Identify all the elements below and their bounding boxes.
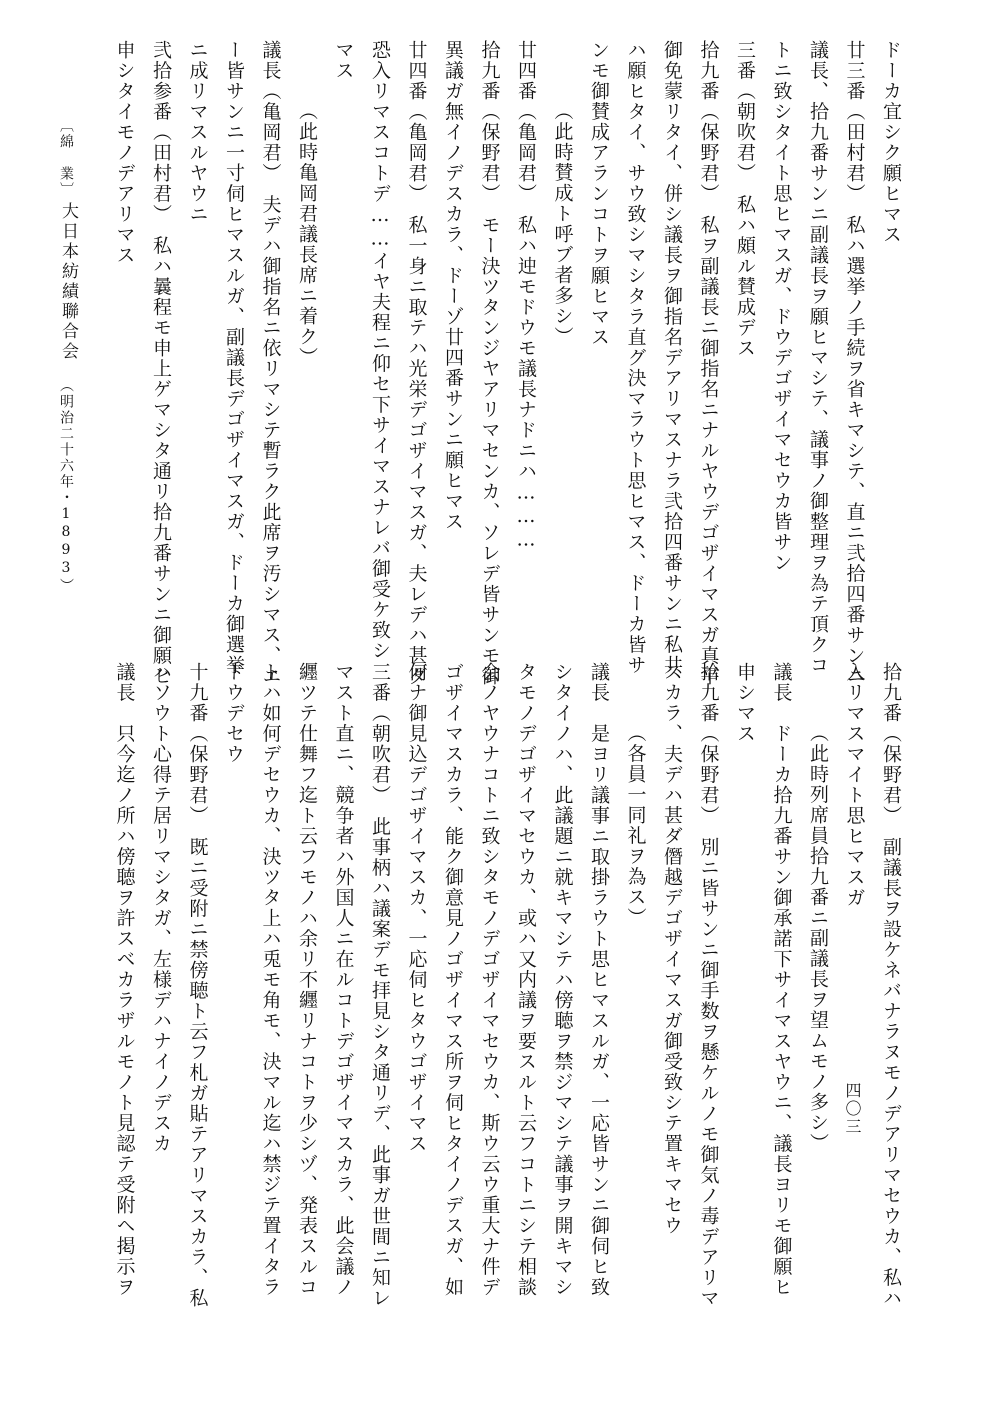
text-line: 議長 只今迄ノ所ハ傍聴ヲ許スベカラザルモノト見認テ受附ヘ掲示ヲ: [113, 662, 136, 1298]
footer-date-note: （明治二十六年・1893）: [58, 378, 74, 594]
text-line: ハ願ヒタイ、サウ致シマシタラ直グ決マラウト思ヒマス、ドーカ皆サ: [624, 40, 647, 676]
text-line: （各員一同礼ヲ為ス）: [624, 722, 647, 928]
text-line: 十九番（保野君） 既ニ受附ニ禁傍聴ト云フ札ガ貼テアリマスカラ、私: [186, 662, 209, 1309]
text-line: 議長（亀岡君） 夫デハ御指名ニ依リマシテ暫ラク此席ヲ汚シマス、エ: [259, 40, 282, 687]
text-line: ハソウト心得テ居リマシタガ、左様デハナイノデスカ: [150, 662, 172, 1154]
text-line: トニ致シタイト思ヒマスガ、ドウデゴザイマセウカ皆サン: [770, 40, 793, 573]
bottom-text-block: [106, 662, 909, 1309]
text-line: トハ如何デセウカ、決ツタ上ハ兎モ角モ、決マル迄ハ禁ジテ置イタラ: [259, 662, 282, 1298]
top-text-block: [106, 40, 909, 687]
text-line: マスト直ニ、競争者ハ外国人ニ在ルコトデゴザイマスカラ、此会議ノ: [332, 662, 355, 1298]
text-line: ニ成リマスルヤウニ: [186, 40, 209, 225]
footer-category: 〔綿 業〕: [58, 118, 74, 198]
text-line: 異議ガ無イノデスカラ、ドーゾ廿四番サンニ願ヒマス: [442, 40, 464, 532]
text-line: 議長、拾九番サンニ副議長ヲ願ヒマシテ、議事ノ御整理ヲ為テ頂クコ: [807, 40, 829, 676]
text-line: 入リマスマイト思ヒマスガ: [843, 662, 866, 908]
text-line: 拾九番（保野君） モー決ツタンジヤアリマセンカ、ソレデ皆サンモ御: [478, 40, 501, 687]
text-line: （此時賛成ト呼ブ者多シ）: [551, 100, 574, 347]
text-line: マス: [332, 40, 355, 81]
text-line: 廿四番（亀岡君） 私ハ迚モドウモ議長ナドニハ………: [515, 40, 537, 552]
text-line: （此時亀岡君議長席ニ着ク）: [296, 100, 318, 368]
text-line: 議長 是ヨリ議事ニ取掛ラウト思ヒマスルガ、一応皆サンニ御伺ヒ致: [588, 662, 610, 1298]
text-line: 纒ツテ仕舞フ迄ト云フモノハ余リ不纒リナコトヲ少シヅ、発表スルコ: [296, 662, 318, 1298]
footer-book-title: 大日本紡績聯合会: [58, 202, 78, 362]
text-line: 申シマス: [734, 662, 756, 744]
text-line: 拾九番（保野君） 別ニ皆サンニ御手数ヲ懸ケルノモ御気ノ毒デアリマ: [697, 662, 720, 1309]
text-line: スカラ、夫デハ甚ダ僭越デゴザイマスガ御受致シテ置キマセウ: [661, 662, 683, 1236]
text-line: 何ナ御見込デゴザイマスカ、一応伺ヒタウゴザイマス: [405, 662, 428, 1154]
text-line: ドーカ宜シク願ヒマス: [880, 40, 902, 245]
text-line: 議長 ドーカ拾九番サン御承諾下サイマスヤウニ、議長ヨリモ御願ヒ: [770, 662, 793, 1298]
text-line: 廿三番（田村君） 私ハ選挙ノ手続ヲ省キマシテ、直ニ弐拾四番サンニ: [843, 40, 866, 687]
text-line: 弐拾参番（田村君） 私ハ曩程モ申上ゲマシタ通リ拾九番サンニ御願ヒ: [150, 40, 172, 687]
page-number: 四〇三: [843, 1082, 862, 1136]
text-line: ンモ御賛成アランコトヲ願ヒマス: [588, 40, 610, 348]
text-line: ドウデセウ: [223, 662, 245, 765]
text-line: シタイノハ、此議題ニ就キマシテハ傍聴ヲ禁ジマシテ議事ヲ開キマシ: [551, 662, 574, 1298]
text-line: タモノデゴザイマセウカ、或ハ又内議ヲ要スルト云フコトニシテ相談: [515, 662, 537, 1298]
text-line: （此時列席員拾九番ニ副議長ヲ望ムモノ多シ）: [807, 722, 829, 1154]
text-line: 申シタイモノデアリマス: [113, 40, 136, 266]
text-line: 拾九番（保野君） 私ヲ副議長ニ御指名ニナルヤウデゴザイマスガ真平: [697, 40, 720, 687]
text-line: 三番（朝吹君） 此事柄ハ議案デモ拝見シタ通リデ、此事ガ世間ニ知レ: [369, 662, 391, 1309]
text-line: 廿四番（亀岡君） 私一身ニ取テハ光栄デゴザイマスガ、夫レデハ甚ダ: [405, 40, 428, 687]
text-line: 三番（朝吹君） 私ハ頗ル賛成デス: [734, 40, 756, 359]
text-line: 拾九番（保野君） 副議長ヲ設ケネバナラヌモノデアリマセウカ、私ハ: [880, 662, 902, 1309]
text-line: 御免蒙リタイ、併シ議長ヲ御指名デアリマスナラ弐拾四番サンニ私共: [661, 40, 683, 676]
text-line: ゴザイマスカラ、能ク御意見ノゴザイマス所ヲ伺ヒタイノデスガ、如: [442, 662, 464, 1298]
text-line: 会ノヤウナコトニ致シタモノデゴザイマセウカ、斯ウ云ウ重大ナ件デ: [478, 662, 501, 1298]
text-line: ー皆サンニ一寸伺ヒマスルガ、副議長デゴザイマスガ、ドーカ御選挙: [223, 40, 245, 676]
text-line: 恐入リマスコトデ……イヤ夫程ニ仰セ下サイマスナレバ御受ケ致シ: [369, 40, 391, 661]
